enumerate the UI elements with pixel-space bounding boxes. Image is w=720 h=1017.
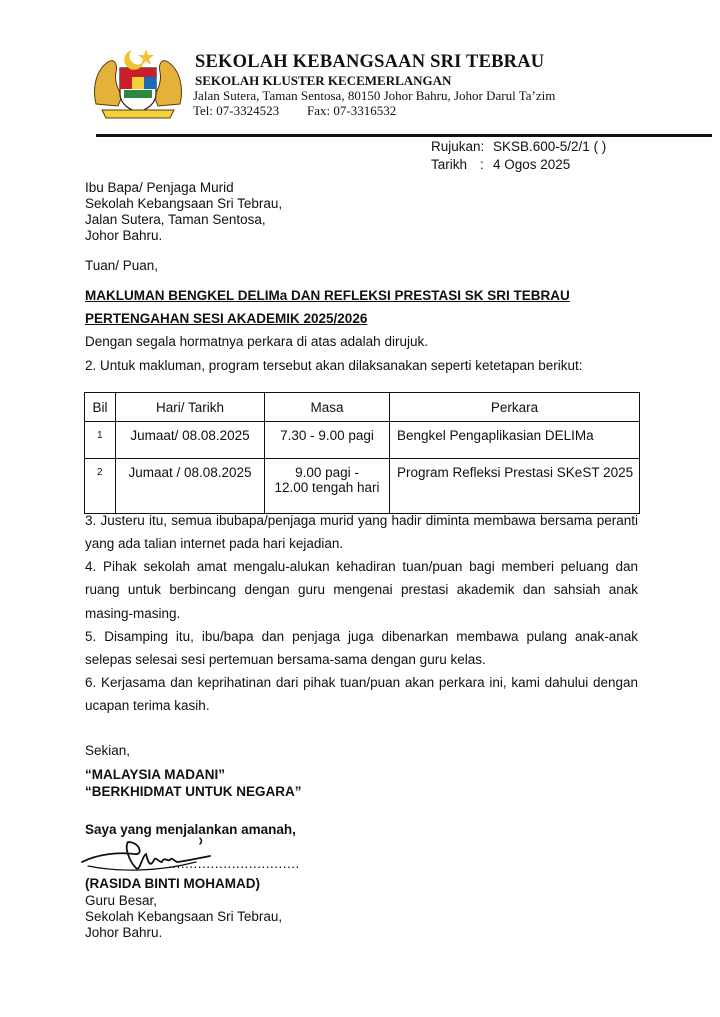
header-item: Perkara	[390, 393, 640, 422]
recipient-line: Jalan Sutera, Taman Sentosa,	[85, 212, 266, 227]
intro-text: Dengan segala hormatnya perkara di atas adalah dirujuk.	[85, 334, 428, 349]
signatory-title: Guru Besar,	[85, 893, 158, 908]
row-time: 7.30 - 9.00 pagi	[265, 422, 390, 459]
row-number: 2	[85, 459, 116, 514]
row-item: Program Refleksi Prestasi SKeST 2025	[390, 459, 640, 514]
paragraph-2: 2. Untuk makluman, program tersebut akan dilaksanakan seperti ketetapan berikut:	[85, 358, 583, 373]
signatory-name: (RASIDA BINTI MOHAMAD)	[85, 876, 260, 891]
school-fax: Fax: 07-3316532	[307, 103, 397, 118]
paragraph-5: 5. Disamping itu, ibu/bapa dan penjaga juga dibenarkan membawa pulang anak-anak selepas selesai sesi pertemuan bersama-sama dengan guru kelas.	[85, 629, 638, 668]
subject-line: PERTENGAHAN SESI AKADEMIK 2025/2026	[85, 311, 368, 326]
signatory-place: Johor Bahru.	[85, 925, 163, 940]
date-label: Tarikh	[431, 157, 468, 172]
school-tel: Tel: 07-3324523	[193, 103, 280, 118]
row-date: Jumaat / 08.08.2025	[116, 459, 265, 514]
trust-line: Saya yang menjalankan amanah,	[85, 822, 296, 837]
table-header-row	[85, 393, 640, 422]
ref-label: Rujukan:	[431, 139, 485, 154]
paragraph-4: 4. Pihak sekolah amat mengalu-alukan kehadiran tuan/puan bagi memberi peluang dan ruang untuk berbincang dengan guru mengenai prestasi akademik dan sahsiah anak masing-masing.	[85, 559, 638, 621]
row-time-line2: 12.00 tengah hari	[274, 480, 380, 495]
row-date: Jumaat/ 08.08.2025	[116, 422, 265, 459]
motto-berkhidmat: “BERKHIDMAT UNTUK NEGARA”	[85, 784, 302, 799]
row-item: Bengkel Pengaplikasian DELIMa	[390, 422, 640, 459]
table-row	[85, 459, 640, 514]
school-address: Jalan Sutera, Taman Sentosa, 80150 Johor Bahru, Johor Darul Ta’zim	[193, 88, 556, 103]
subject-line: MAKLUMAN BENGKEL DELIMa DAN REFLEKSI PRESTASI SK SRI TEBRAU	[85, 288, 570, 303]
date-separator: :	[480, 157, 484, 172]
salutation: Tuan/ Puan,	[85, 258, 159, 273]
school-cluster: SEKOLAH KLUSTER KECEMERLANGAN	[195, 73, 452, 88]
header-bil: Bil	[85, 393, 116, 422]
signatory-org: Sekolah Kebangsaan Sri Tebrau,	[85, 909, 283, 924]
ref-value: SKSB.600-5/2/1 ( )	[493, 139, 607, 154]
table-row	[85, 422, 640, 459]
row-time	[265, 459, 390, 514]
header-date: Hari/ Tarikh	[116, 393, 265, 422]
closing-sekian: Sekian,	[85, 743, 131, 758]
recipient-line: Ibu Bapa/ Penjaga Murid	[85, 180, 234, 195]
header-time: Masa	[265, 393, 390, 422]
recipient-line: Johor Bahru.	[85, 228, 163, 243]
letterhead-divider	[96, 134, 712, 137]
school-name: SEKOLAH KEBANGSAAN SRI TEBRAU	[195, 52, 545, 72]
row-time-line1: 9.00 pagi -	[295, 465, 359, 480]
paragraph-3: 3. Justeru itu, semua ibubapa/penjaga murid yang hadir diminta membawa bersama peranti yang ada talian internet pada hari kejadian.	[85, 513, 638, 552]
date-value: 4 Ogos 2025	[493, 157, 571, 172]
schedule-table	[84, 392, 640, 514]
recipient-line: Sekolah Kebangsaan Sri Tebrau,	[85, 196, 283, 211]
paragraph-6: 6. Kerjasama dan keprihatinan dari pihak tuan/puan akan perkara ini, kami dahului dengan ucapan terima kasih.	[85, 675, 638, 714]
school-crest-icon	[88, 44, 188, 122]
signature-dots: ...............................	[168, 856, 300, 871]
motto-madani: “MALAYSIA MADANI”	[85, 767, 226, 782]
row-number: 1	[85, 422, 116, 459]
